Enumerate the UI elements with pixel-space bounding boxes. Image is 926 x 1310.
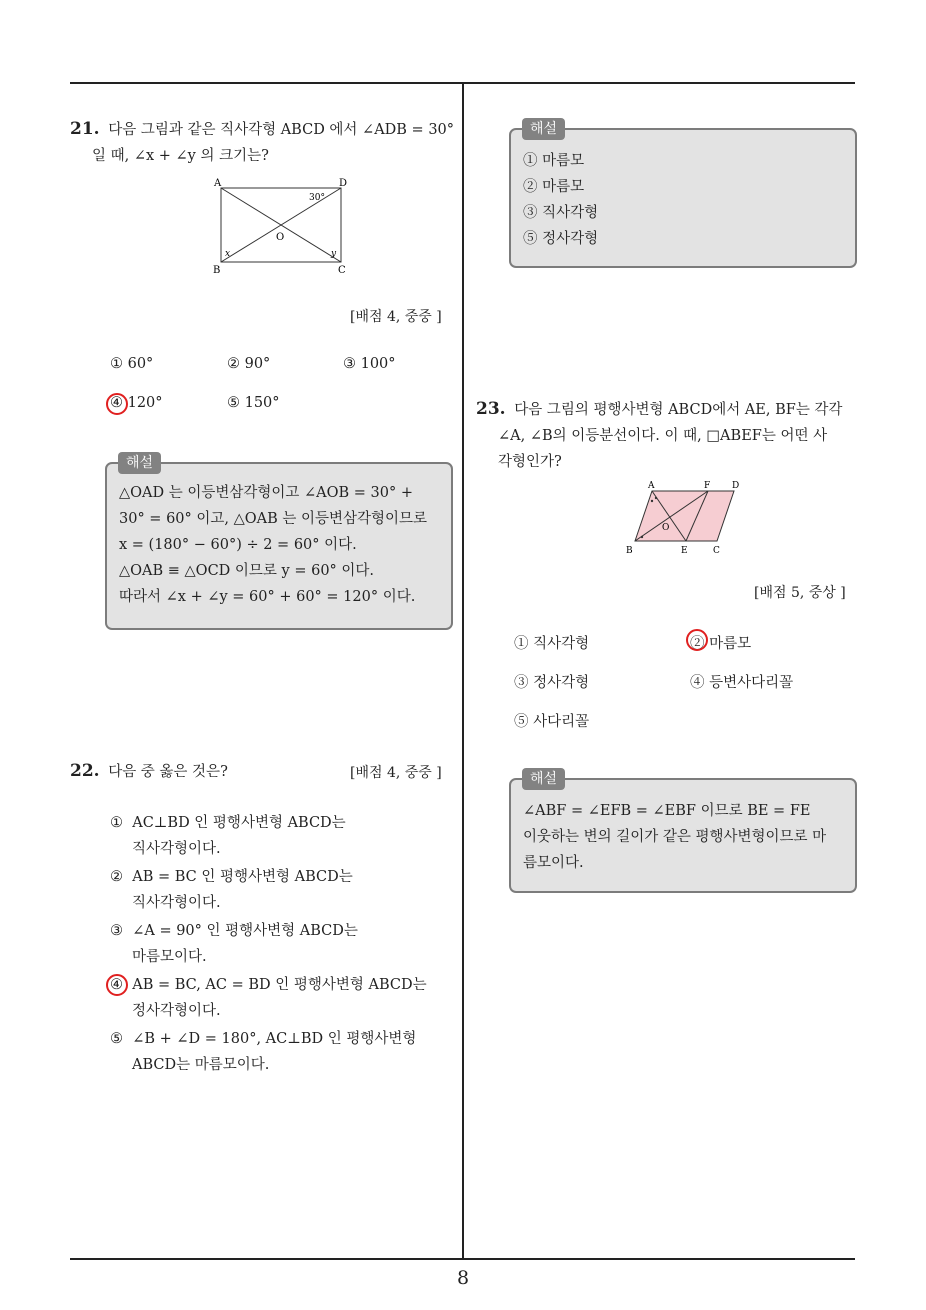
option-text-cont: 직사각형이다. [132, 895, 221, 911]
label-A: A [214, 178, 222, 189]
label-D: D [732, 481, 740, 491]
question-number: 23. [476, 399, 506, 419]
solution-line: △OAD 는 이등변삼각형이고 ∠AOB = 30° + [119, 485, 414, 501]
option-marker: ③ [110, 923, 123, 939]
label-O: O [276, 232, 285, 243]
solution-line: 름모이다. [523, 855, 584, 871]
option-text: ∠A = 90° 인 평행사변형 ABCD는 [132, 923, 358, 939]
label-E: E [681, 546, 688, 556]
label-F: F [704, 481, 711, 491]
option-text-cont: 직사각형이다. [132, 841, 221, 857]
solution-tag-22: 해설 [522, 118, 565, 140]
option-22-2[interactable] [110, 864, 455, 916]
option-21-2[interactable]: ② 90° [227, 356, 271, 372]
option-text: AC⊥BD 인 평행사변형 ABCD는 [132, 815, 346, 831]
score-22: [배점 4, 중중 ] [350, 765, 442, 781]
option-marker: ⑤ [110, 1031, 123, 1047]
solution-line: 30° = 60° 이고, △OAB 는 이등변삼각형이므로 [119, 511, 428, 527]
question-text-line1: 다음 그림과 같은 직사각형 ABCD 에서 ∠ADB = 30° [108, 122, 455, 138]
column-divider [462, 82, 464, 1258]
question-text-line2: ∠A, ∠B의 이등분선이다. 이 때, □ABEF는 어떤 사 [498, 428, 828, 444]
angle-y-label: y [331, 249, 337, 259]
parallelogram-figure [620, 478, 755, 560]
option-23-4[interactable]: ④ 등변사다리꼴 [690, 675, 794, 691]
option-21-3[interactable]: ③ 100° [343, 356, 396, 372]
solution-line: 따라서 ∠x + ∠y = 60° + 60° = 120° 이다. [119, 589, 416, 605]
option-text-cont: 마름모이다. [132, 949, 207, 965]
question-23 [476, 396, 861, 475]
option-22-1[interactable] [110, 810, 455, 862]
option-22-3[interactable] [110, 918, 455, 970]
option-text: AB = BC, AC = BD 인 평행사변형 ABCD는 [132, 977, 427, 993]
solution-box-22 [509, 128, 857, 268]
option-text-cont: 정사각형이다. [132, 1003, 221, 1019]
label-C: C [338, 265, 346, 276]
question-22 [70, 758, 228, 785]
question-text-line3: 각형인가? [498, 454, 562, 470]
option-23-1[interactable]: ① 직사각형 [514, 636, 590, 652]
option-22-5[interactable] [110, 1026, 455, 1078]
solution-tag-23: 해설 [522, 768, 565, 790]
option-23-5[interactable]: ⑤ 사다리꼴 [514, 714, 590, 730]
solution-box-21 [105, 462, 453, 630]
page-number: 8 [456, 1267, 470, 1289]
option-22-4[interactable] [110, 972, 455, 1024]
label-B: B [213, 265, 221, 276]
score-21: [배점 4, 중중 ] [350, 309, 442, 325]
option-marker: ② [110, 869, 123, 885]
question-number: 21. [70, 119, 100, 139]
rectangle-figure [205, 175, 355, 280]
solution-line: ∠ABF = ∠EFB = ∠EBF 이므로 BE = FE [523, 803, 811, 819]
label-B: B [626, 546, 633, 556]
option-marker: ④ [110, 977, 123, 993]
angle-x-label: x [225, 249, 231, 259]
question-text: 다음 중 옳은 것은? [108, 764, 228, 780]
option-21-5[interactable]: ⑤ 150° [227, 395, 280, 411]
label-C: C [713, 546, 720, 556]
solution-line: △OAB ≡ △OCD 이므로 y = 60° 이다. [119, 563, 375, 579]
option-text: ∠B + ∠D = 180°, AC⊥BD 인 평행사변형 [132, 1031, 417, 1047]
solution-line: ① 마름모 [523, 153, 585, 169]
answer-mark-22 [106, 974, 128, 996]
option-text-cont: ABCD는 마름모이다. [132, 1057, 270, 1073]
solution-box-23 [509, 778, 857, 893]
label-A: A [648, 481, 655, 491]
option-21-4[interactable]: ④ 120° [110, 395, 163, 411]
score-23: [배점 5, 중상 ] [754, 585, 846, 601]
solution-line: ② 마름모 [523, 179, 585, 195]
answer-mark-21 [106, 393, 128, 415]
option-23-2[interactable]: ② 마름모 [690, 636, 752, 652]
solution-line: x = (180° − 60°) ÷ 2 = 60° 이다. [119, 537, 357, 553]
solution-tag-21: 해설 [118, 452, 161, 474]
question-number: 22. [70, 761, 100, 781]
angle-30-label: 30° [309, 193, 325, 203]
answer-mark-23 [686, 629, 708, 651]
solution-line: ⑤ 정사각형 [523, 231, 599, 247]
option-23-3[interactable]: ③ 정사각형 [514, 675, 590, 691]
solution-line: ③ 직사각형 [523, 205, 599, 221]
label-O: O [662, 523, 670, 533]
option-21-1[interactable]: ① 60° [110, 356, 154, 372]
option-marker: ① [110, 815, 123, 831]
solution-line: 이웃하는 변의 길이가 같은 평행사변형이므로 마 [523, 829, 827, 845]
question-text-line1: 다음 그림의 평행사변형 ABCD에서 AE, BF는 각각 [514, 402, 843, 418]
options-22 [110, 810, 455, 1078]
question-21 [70, 116, 460, 169]
option-text: AB = BC 인 평행사변형 ABCD는 [132, 869, 353, 885]
bottom-rule [70, 1258, 855, 1260]
label-D: D [339, 178, 348, 189]
question-text-line2: 일 때, ∠x + ∠y 의 크기는? [92, 148, 269, 164]
